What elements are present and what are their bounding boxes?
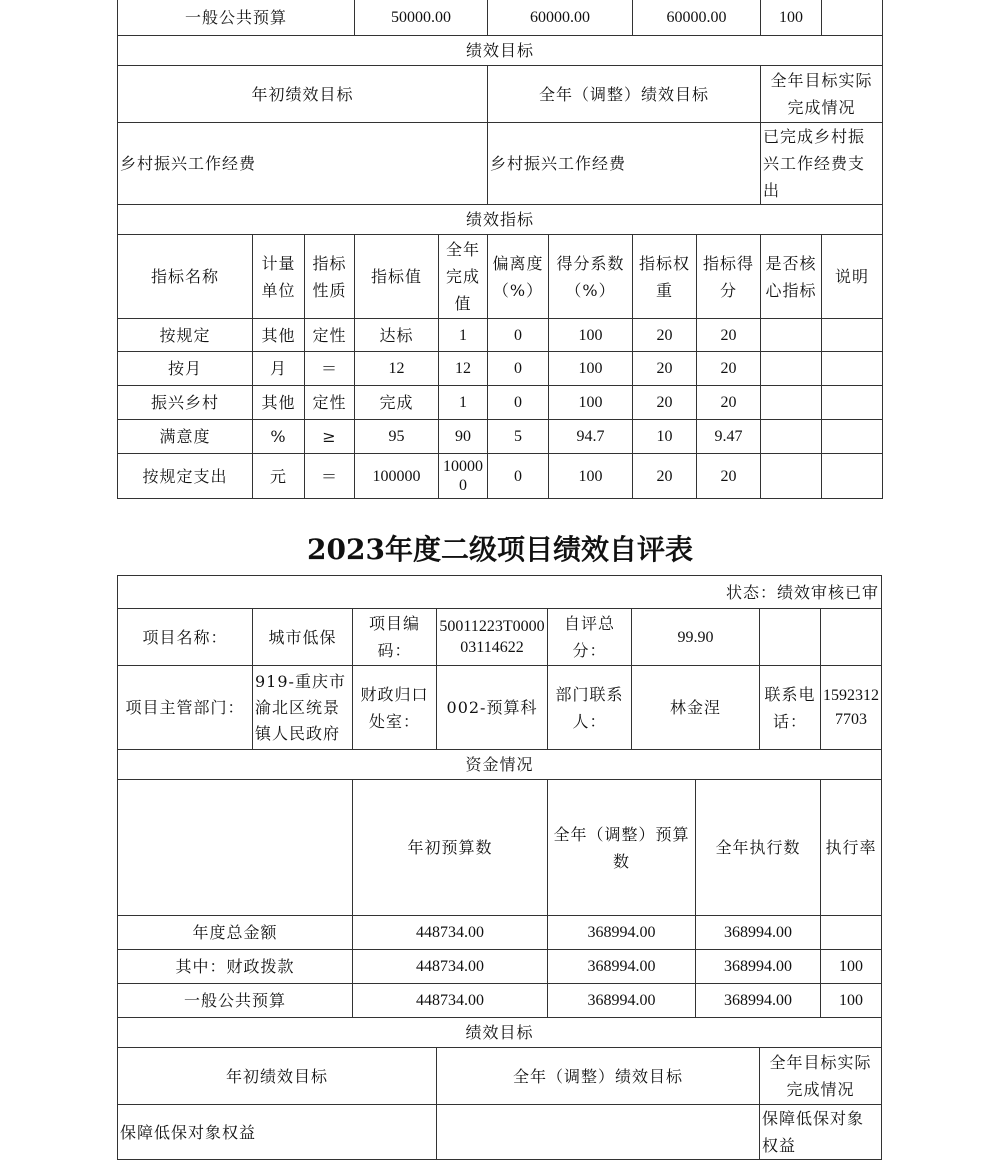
indicator-coefficient: 100 [549,386,633,420]
col-nature: 指标性质 [305,235,355,319]
funds-rate [821,916,882,950]
funds-adjusted: 368994.00 [548,950,696,984]
indicator-unit: 元 [253,454,305,499]
budget-adjusted: 60000.00 [488,0,633,36]
funds-row-label: 一般公共预算 [118,984,353,1018]
goal-col-adjusted: 全年（调整）绩效目标 [488,66,761,123]
self-score-value: 99.90 [632,609,760,666]
self-score-label: 自评总分： [548,609,632,666]
project-name-label: 项目名称： [118,609,253,666]
indicator-nature: ＝ [305,352,355,386]
empty-cell [760,609,821,666]
goal-col-actual: 全年目标实际完成情况 [761,66,883,123]
indicator-core [761,386,822,420]
funds-rate: 100 [821,950,882,984]
indicator-deviation: 0 [488,386,549,420]
indicator-score: 9.47 [697,420,761,454]
indicator-name: 满意度 [118,420,253,454]
col-indicator-name: 指标名称 [118,235,253,319]
indicator-target: 达标 [355,319,439,352]
indicator-coefficient: 100 [549,352,633,386]
performance-table-continued [117,0,883,499]
goal-col-initial: 年初绩效目标 [118,66,488,123]
budget-executed: 60000.00 [633,0,761,36]
indicator-coefficient: 100 [549,454,633,499]
funds-col-adjusted: 全年（调整）预算数 [548,780,696,916]
page-title: 2023年度二级项目绩效自评表 [307,533,693,566]
indicator-actual: 1 [439,386,488,420]
funds-executed: 368994.00 [696,916,821,950]
indicator-nature: ＝ [305,454,355,499]
indicator-note [822,319,883,352]
col-score: 指标得分 [697,235,761,319]
project-name-value: 城市低保 [253,609,353,666]
col-weight: 指标权重 [633,235,697,319]
indicator-note [822,386,883,420]
indicator-deviation: 0 [488,319,549,352]
indicator-name: 按规定 [118,319,253,352]
goal-section-header: 绩效目标 [118,1018,882,1048]
empty-cell [118,780,353,916]
goal-col-actual: 全年目标实际完成情况 [760,1048,882,1105]
funds-adjusted: 368994.00 [548,984,696,1018]
indicator-actual: 1 [439,319,488,352]
indicator-weight: 20 [633,319,697,352]
funds-row-label: 年度总金额 [118,916,353,950]
funds-row [118,950,882,984]
goal-col-initial: 年初绩效目标 [118,1048,437,1105]
indicator-name: 振兴乡村 [118,386,253,420]
funds-col-initial: 年初预算数 [353,780,548,916]
col-coefficient: 得分系数（%） [549,235,633,319]
office-value: 002-预算科 [437,666,548,750]
indicator-note [822,454,883,499]
indicator-target: 100000 [355,454,439,499]
indicator-core [761,420,822,454]
indicator-score: 20 [697,319,761,352]
indicator-unit: 月 [253,352,305,386]
goal-adjusted-value: 乡村振兴工作经费 [488,123,761,205]
indicator-weight: 20 [633,386,697,420]
col-note: 说明 [822,235,883,319]
dept-label: 项目主管部门： [118,666,253,750]
funds-rate: 100 [821,984,882,1018]
funds-row [118,984,882,1018]
indicator-coefficient: 94.7 [549,420,633,454]
indicator-row [118,420,883,454]
goal-adjusted-value [437,1105,760,1160]
indicator-row [118,386,883,420]
office-label: 财政归口处室： [353,666,437,750]
indicator-deviation: 5 [488,420,549,454]
project-info-row [118,609,882,666]
indicator-deviation: 0 [488,352,549,386]
funds-header-row [118,780,882,916]
indicator-core [761,454,822,499]
col-unit: 计量单位 [253,235,305,319]
indicator-score: 20 [697,454,761,499]
funds-adjusted: 368994.00 [548,916,696,950]
indicator-deviation: 0 [488,454,549,499]
indicator-name: 按规定支出 [118,454,253,499]
indicator-row [118,319,883,352]
indicator-row [118,352,883,386]
project-self-evaluation-table [117,575,882,1160]
dept-value: 919-重庆市渝北区统景镇人民政府 [253,666,353,750]
goal-actual-value: 已完成乡村振兴工作经费支出 [761,123,883,205]
budget-row [118,0,883,36]
funds-col-rate: 执行率 [821,780,882,916]
col-actual: 全年完成值 [439,235,488,319]
project-code-label: 项目编码： [353,609,437,666]
col-core: 是否核心指标 [761,235,822,319]
funds-col-executed: 全年执行数 [696,780,821,916]
indicator-unit: 其他 [253,319,305,352]
contact-label: 部门联系人： [548,666,632,750]
indicator-coefficient: 100 [549,319,633,352]
indicator-score: 20 [697,386,761,420]
indicator-nature: 定性 [305,319,355,352]
contact-value: 林金涅 [632,666,760,750]
empty-cell [821,609,882,666]
indicator-actual: 100000 [439,454,488,499]
empty-cell [822,0,883,36]
goal-initial-value: 乡村振兴工作经费 [118,123,488,205]
budget-initial: 50000.00 [355,0,488,36]
department-info-row [118,666,882,750]
indicator-row [118,454,883,499]
indicator-score: 20 [697,352,761,386]
indicator-target: 95 [355,420,439,454]
funds-initial: 448734.00 [353,950,548,984]
indicator-weight: 20 [633,454,697,499]
funds-executed: 368994.00 [696,950,821,984]
indicator-note [822,352,883,386]
funds-section-header: 资金情况 [118,750,882,780]
col-target: 指标值 [355,235,439,319]
goal-actual-value: 保障低保对象权益 [760,1105,882,1160]
indicator-actual: 12 [439,352,488,386]
funds-row [118,916,882,950]
indicator-core [761,319,822,352]
goal-initial-value: 保障低保对象权益 [118,1105,437,1160]
funds-initial: 448734.00 [353,916,548,950]
status-text: 状态：绩效审核已审 [118,576,882,609]
goal-section-header: 绩效目标 [118,36,883,66]
indicator-unit: 其他 [253,386,305,420]
indicator-unit: % [253,420,305,454]
goal-col-adjusted: 全年（调整）绩效目标 [437,1048,760,1105]
indicator-name: 按月 [118,352,253,386]
indicator-nature: 定性 [305,386,355,420]
indicator-header-row [118,235,883,319]
phone-value: 15923127703 [821,666,882,750]
indicator-nature: ≥ [305,420,355,454]
funds-row-label: 其中：财政拨款 [118,950,353,984]
funds-initial: 448734.00 [353,984,548,1018]
indicator-weight: 20 [633,352,697,386]
indicator-section-header: 绩效指标 [118,205,883,235]
indicator-target: 12 [355,352,439,386]
indicator-note [822,420,883,454]
indicator-core [761,352,822,386]
indicator-actual: 90 [439,420,488,454]
indicator-weight: 10 [633,420,697,454]
budget-label: 一般公共预算 [118,0,355,36]
budget-rate: 100 [761,0,822,36]
col-deviation: 偏离度（%） [488,235,549,319]
project-code-value: 50011223T000003114622 [437,609,548,666]
indicator-target: 完成 [355,386,439,420]
funds-executed: 368994.00 [696,984,821,1018]
phone-label: 联系电话： [760,666,821,750]
